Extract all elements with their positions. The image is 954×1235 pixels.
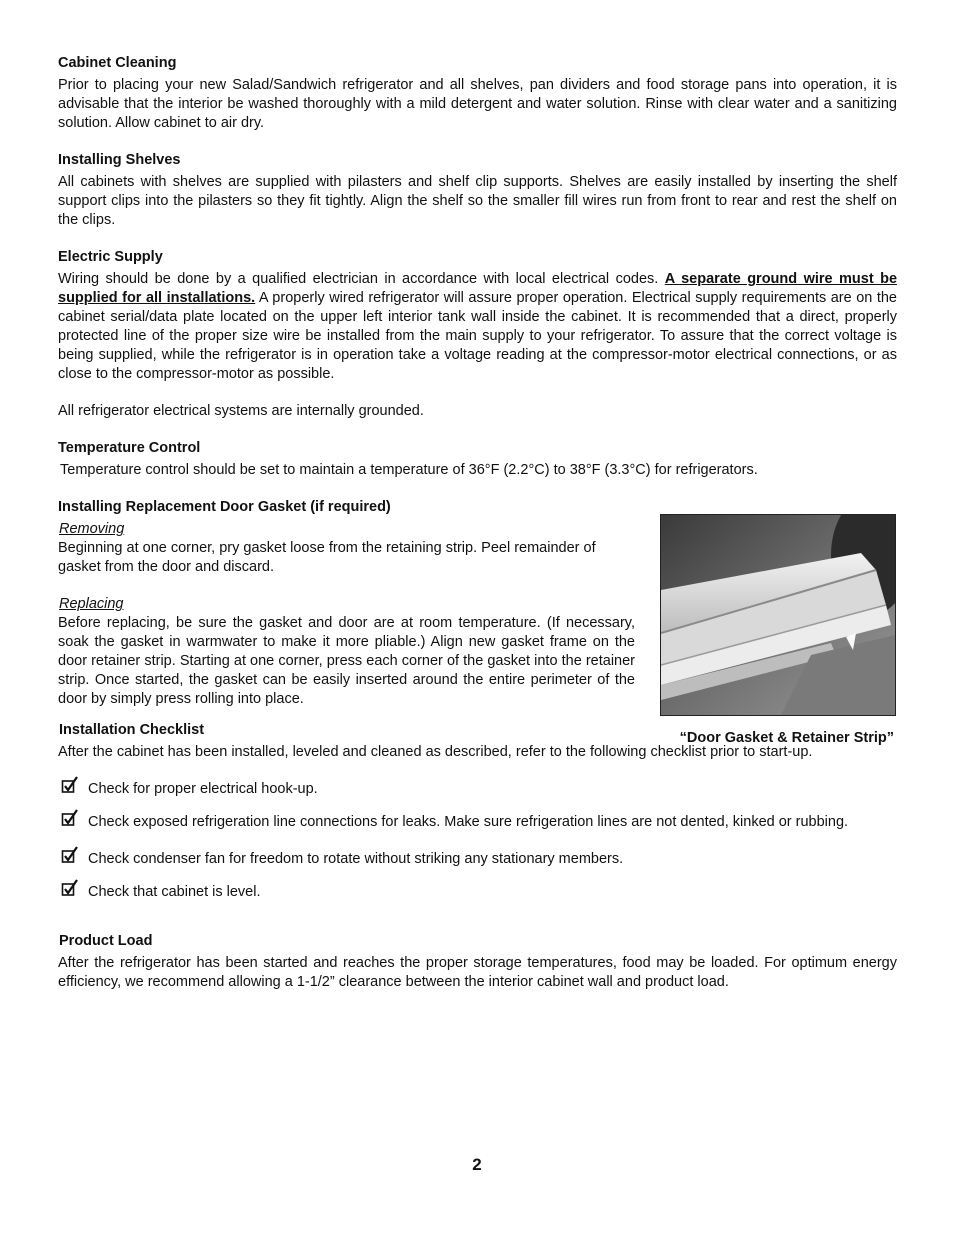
checklist-item <box>58 883 897 902</box>
checkbox-checked-icon <box>61 809 79 827</box>
paragraph-removing: Beginning at one corner, pry gasket loose from the retaining strip. Peel remainder of gasket from the door and discard. <box>58 540 596 575</box>
checklist-item <box>58 780 897 799</box>
paragraph-grounding-note: All refrigerator electrical systems are internally grounded. <box>58 403 424 419</box>
door-gasket-photo <box>660 514 896 716</box>
door-gasket-text <box>58 520 635 709</box>
paragraph-replacing: Before replacing, be sure the gasket and door are at room temperature. (If necessary, soak the gasket in warmwater to make it more pliable.) Align new gasket frame on the door retainer strip. Starting at one corner, press each corner of the gasket into the retainer strip. Once started, the gasket can be easily inserted around the entire perimeter of the door by simply press rolling into place. <box>58 615 635 707</box>
checkbox-checked-icon <box>61 776 79 794</box>
checklist-item <box>58 813 897 832</box>
page-number: 2 <box>472 1155 482 1174</box>
section-door-gasket <box>58 498 897 746</box>
checklist-item-text: Check exposed refrigeration line connections for leaks. Make sure refrigeration lines are not dented, kinked or rubbing. <box>88 814 849 830</box>
document-page <box>58 54 897 1010</box>
heading-cabinet-cleaning: Cabinet Cleaning <box>58 55 177 71</box>
checklist <box>58 780 897 902</box>
heading-product-load: Product Load <box>59 933 153 949</box>
paragraph-temperature-control: Temperature control should be set to maintain a temperature of 36°F (2.2°C) to 38°F (3.3°C) for refrigerators. <box>60 462 758 478</box>
paragraph-electric-supply <box>58 270 897 384</box>
section-cabinet-cleaning <box>58 54 897 133</box>
section-temperature-control <box>58 439 897 480</box>
checkbox-checked-icon <box>61 846 79 864</box>
section-electric-supply <box>58 248 897 421</box>
checklist-item <box>58 850 897 869</box>
subheading-removing: Removing <box>59 521 125 537</box>
paragraph-cabinet-cleaning: Prior to placing your new Salad/Sandwich refrigerator and all shelves, pan dividers and food storage pans into operation, it is advisable that the interior be washed thoroughly with a mild detergent and water solution. Rinse with clear water and a sanitizing solution. Allow cabinet to air dry. <box>58 77 897 131</box>
section-installing-shelves <box>58 151 897 230</box>
gasket-photo-image <box>661 515 895 715</box>
heading-temperature-control: Temperature Control <box>58 440 201 456</box>
electric-supply-details: A properly wired refrigerator will assure proper operation. Electrical supply requirements are on the cabinet serial/data plate located on the upper left interior tank wall inside the cabinet. It is recommended that a direct, properly protected line of the proper size wire be installed from the main supply to your refrigerator. To assure that the correct voltage is being supplied, while the refrigerator is in operation take a voltage reading at the compressor-motor electrical connections, or as close to the compressor-motor as possible. <box>58 290 897 382</box>
heading-installation-checklist: Installation Checklist <box>59 722 205 738</box>
ground-wire-warning: A separate ground wire must be supplied for all installations. <box>58 271 898 306</box>
heading-door-gasket: Installing Replacement Door Gasket (if required) <box>58 499 391 515</box>
heading-installing-shelves: Installing Shelves <box>58 152 181 168</box>
section-product-load <box>58 932 897 992</box>
subheading-replacing: Replacing <box>59 596 124 612</box>
electric-supply-intro: Wiring should be done by a qualified electrician in accordance with local electrical codes. <box>58 271 665 287</box>
heading-electric-supply: Electric Supply <box>58 249 163 265</box>
section-installation-checklist <box>58 721 897 902</box>
paragraph-product-load: After the refrigerator has been started and reaches the proper storage temperatures, food may be loaded. For optimum energy efficiency, we recommend allowing a 1-1/2” clearance between the interior cabinet wall and product load. <box>58 955 897 990</box>
checklist-item-text: Check for proper electrical hook-up. <box>88 781 318 797</box>
paragraph-checklist-intro: After the cabinet has been installed, leveled and cleaned as described, refer to the following checklist prior to start-up. <box>58 744 813 760</box>
checklist-item-text: Check that cabinet is level. <box>88 884 261 900</box>
photo-caption: “Door Gasket & Retainer Strip” <box>679 730 894 746</box>
paragraph-installing-shelves: All cabinets with shelves are supplied with pilasters and shelf clip supports. Shelves are easily installed by inserting the shelf support clips into the pilasters so they fit tightly. Align the shelf so the smaller fill wires run from front to rear and rest the shelf on the clips. <box>58 174 897 228</box>
checklist-item-text: Check condenser fan for freedom to rotate without striking any stationary members. <box>88 851 624 867</box>
checkbox-checked-icon <box>61 879 79 897</box>
